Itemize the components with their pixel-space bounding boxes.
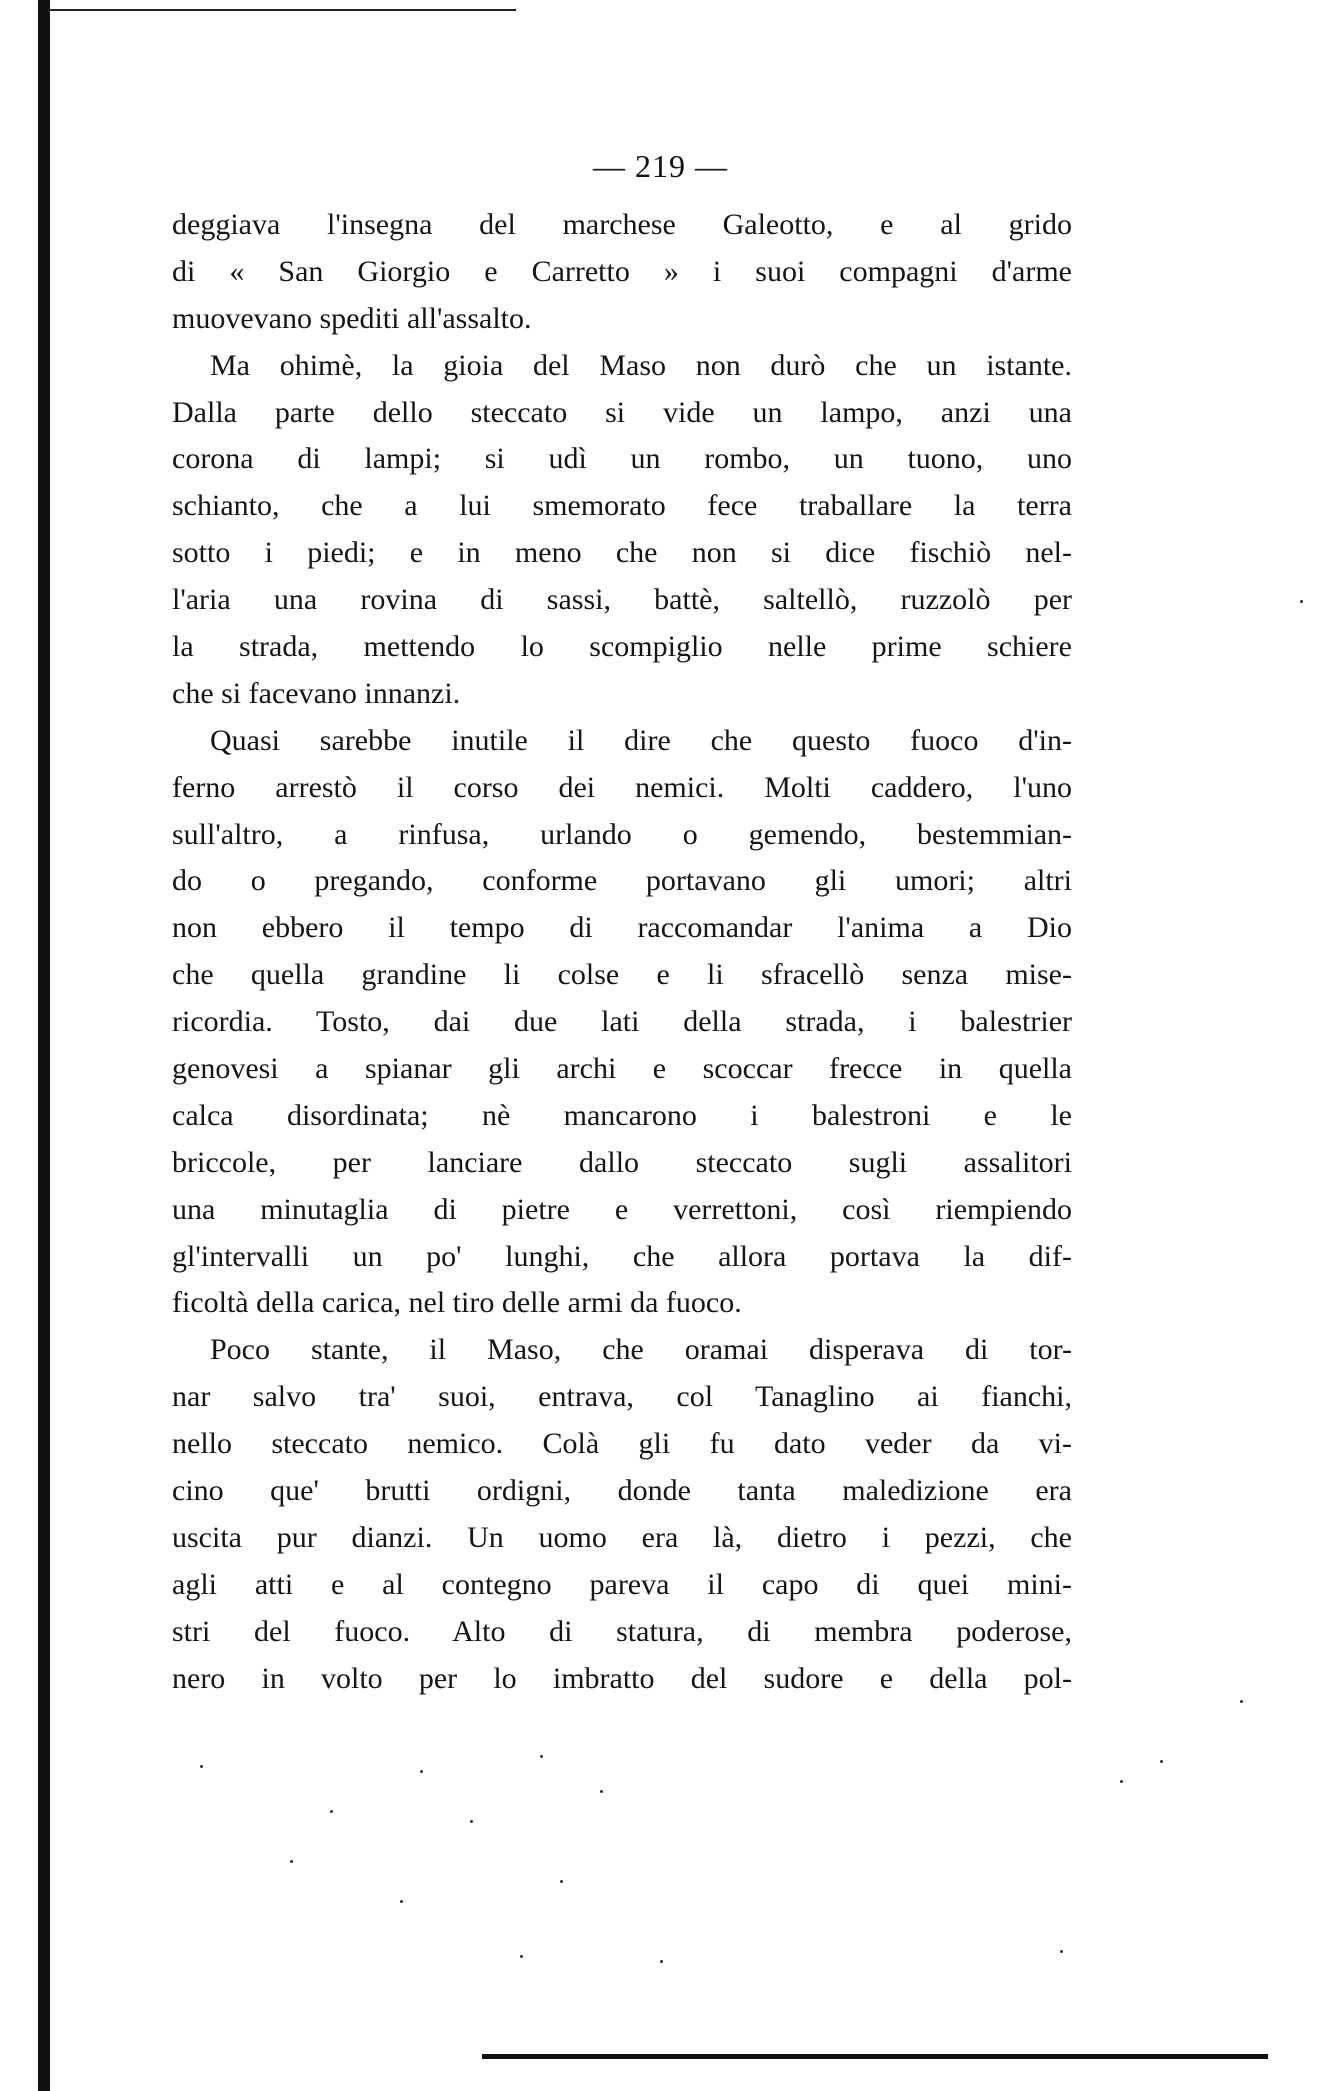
top-scan-rule (50, 9, 516, 11)
text-line: uscita pur dianzi. Un uomo era là, dietro i pezzi, che (172, 1520, 1072, 1554)
text-line: schianto, che a lui smemorato fece traballare la terra (172, 489, 1072, 523)
text-line: di « San Giorgio e Carretto » i suoi compagni d'arme (172, 254, 1072, 288)
text-line: ficoltà della carica, nel tiro delle armi da fuoco. (172, 1286, 742, 1320)
scan-speck (600, 1790, 603, 1793)
text-line: nero in volto per lo imbratto del sudore e della pol- (172, 1661, 1072, 1695)
scan-speck (470, 1820, 473, 1823)
text-line: sotto i piedi; e in meno che non si dice fischiò nel- (172, 536, 1072, 570)
text-line: Quasi sarebbe inutile il dire che questo fuoco d'in- (210, 723, 1072, 757)
text-line: una minutaglia di pietre e verrettoni, così riempiendo (172, 1192, 1072, 1226)
text-line: genovesi a spianar gli archi e scoccar frecce in quella (172, 1052, 1072, 1086)
scan-speck (1060, 1950, 1063, 1953)
scan-speck (560, 1880, 563, 1883)
scan-speck (1120, 1780, 1123, 1783)
text-line: muovevano spediti all'assalto. (172, 301, 532, 335)
body-text (172, 202, 1072, 1703)
text-line: briccole, per lanciare dallo steccato sugli assalitori (172, 1145, 1072, 1179)
scan-speck (540, 1755, 543, 1758)
text-line: ricordia. Tosto, dai due lati della strada, i balestrier (172, 1005, 1072, 1039)
scan-speck (1300, 600, 1303, 603)
scan-speck (400, 1900, 403, 1903)
scan-speck (660, 1960, 663, 1963)
scan-speck (1240, 1700, 1243, 1703)
text-line: calca disordinata; nè mancarono i balestroni e le (172, 1098, 1072, 1132)
text-line: Ma ohimè, la gioia del Maso non durò che un istante. (210, 348, 1072, 382)
scan-speck (200, 1765, 203, 1768)
text-line: non ebbero il tempo di raccomandar l'anima a Dio (172, 911, 1072, 945)
text-line: che si facevano innanzi. (172, 676, 461, 710)
bottom-scan-rule (482, 2054, 1268, 2059)
text-line: do o pregando, conforme portavano gli umori; altri (172, 864, 1072, 898)
page-binding-edge (38, 0, 50, 2091)
scan-speck (330, 1810, 333, 1813)
text-line: cino que' brutti ordigni, donde tanta maledizione era (172, 1474, 1072, 1508)
scan-speck (290, 1860, 293, 1863)
text-line: gl'intervalli un po' lunghi, che allora portava la dif- (172, 1239, 1072, 1273)
scan-speck (420, 1770, 423, 1773)
page-number: — 219 — (593, 148, 728, 184)
text-line: sull'altro, a rinfusa, urlando o gemendo, bestemmian- (172, 817, 1072, 851)
scan-speck (520, 1955, 523, 1958)
text-line: nar salvo tra' suoi, entrava, col Tanaglino ai fianchi, (172, 1380, 1072, 1414)
text-line: deggiava l'insegna del marchese Galeotto, e al grido (172, 208, 1072, 241)
text-line: ferno arrestò il corso dei nemici. Molti caddero, l'uno (172, 770, 1072, 804)
text-line: Dalla parte dello steccato si vide un lampo, anzi una (172, 395, 1072, 429)
text-line: Poco stante, il Maso, che oramai disperava di tor- (210, 1333, 1072, 1367)
text-line: agli atti e al contegno pareva il capo di quei mini- (172, 1567, 1072, 1601)
text-line: la strada, mettendo lo scompiglio nelle prime schiere (172, 630, 1072, 664)
text-line: nello steccato nemico. Colà gli fu dato veder da vi- (172, 1427, 1072, 1461)
text-line: corona di lampi; si udì un rombo, un tuono, uno (172, 442, 1072, 476)
text-line: stri del fuoco. Alto di statura, di membra poderose, (172, 1614, 1072, 1648)
text-line: che quella grandine li colse e li sfracellò senza mise- (172, 958, 1072, 992)
text-line: l'aria una rovina di sassi, battè, saltellò, ruzzolò per (172, 583, 1072, 617)
scan-speck (1160, 1760, 1163, 1763)
